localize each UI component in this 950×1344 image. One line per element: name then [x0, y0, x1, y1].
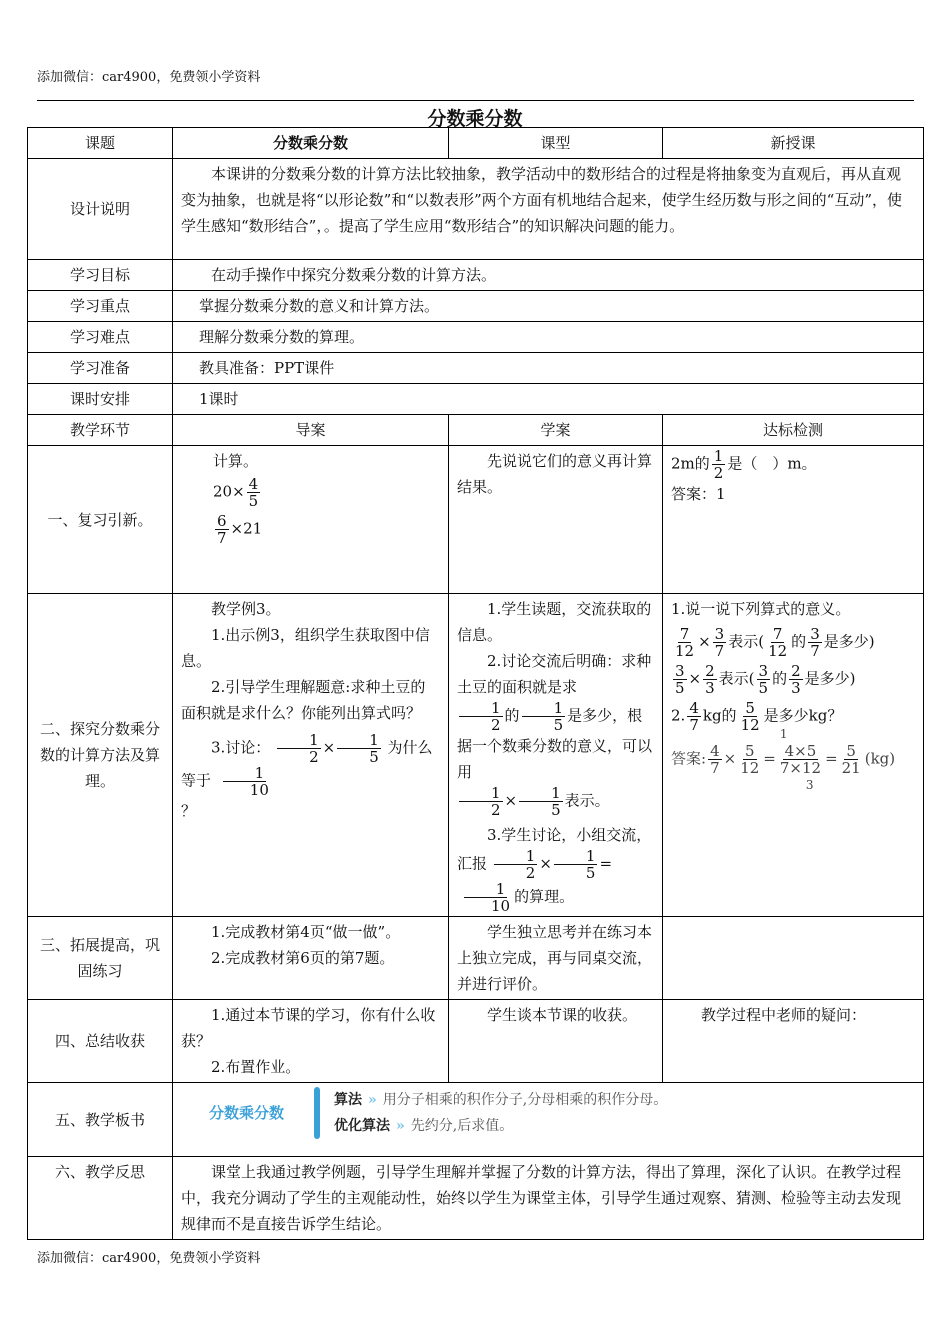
col-header-stage: 教学环节: [28, 415, 173, 446]
prep-label: 学习准备: [28, 353, 173, 384]
type-value: 新授课: [663, 128, 924, 159]
section-3-study: 学生独立思考并在练习本上独立完成，再与同桌交流，并进行评价。: [449, 917, 663, 1000]
section-1-guide: [173, 446, 449, 594]
section-2-name: 二、探究分数乘分数的计算方法及算理。: [28, 594, 173, 917]
section-1-check: [663, 446, 924, 594]
guide-4-line2: 2.布置作业。: [211, 1058, 301, 1076]
goal-label: 学习目标: [28, 260, 173, 291]
study-2-line1: 1.学生读题，交流获取的信息。: [457, 600, 652, 644]
guide-4-line1: 1.通过本节课的学习，你有什么收获？: [181, 1006, 436, 1050]
section-3-name: 三、拓展提高，巩固练习: [28, 917, 173, 1000]
section-2-guide: [173, 594, 449, 917]
lesson-label: 课题: [28, 128, 173, 159]
section-4-study: 学生谈本节课的收获。: [449, 1000, 663, 1083]
guide-2-line2: 1.出示例3，组织学生获取图中信息。: [181, 626, 430, 670]
check-1-answer: 答案：1: [671, 485, 726, 503]
double-chevron-icon: »: [368, 1092, 377, 1108]
col-header-study: 学案: [449, 415, 663, 446]
guide-2-line4: 3.讨论： $\frac{1}{2}$ × $\frac{1}{5}$ 为什么等于 $\frac{1}{10}$: [181, 731, 433, 799]
lesson-plan-table: [27, 127, 924, 1240]
key-label: 学习重点: [28, 291, 173, 322]
diff-label: 学习难点: [28, 322, 173, 353]
design-text: 本课讲的分数乘分数的计算方法比较抽象，教学活动中的数形结合的过程是将抽象变为直观后，再从直观变为抽象，也就是将“以形论数”和“以数表形”两个方面有机地结合起来，使学生经历数与形之间的“互动”，使学生感知“数形结合”，。提高了学生应用“数形结合”的知识解决问题的能力。: [173, 159, 924, 260]
check-2-line2: $\frac{7}{12}$ × $\frac{3}{7}$ 表示( $\frac{7}{12}$ 的 $\frac{3}{7}$ 是多少): [675, 625, 875, 660]
col-header-guide: 导案: [173, 415, 449, 446]
check-2-line3: $\frac{3}{5}$ × $\frac{2}{3}$ 表示( $\frac{3}{5}$ 的 $\frac{2}{3}$ 是多少): [675, 662, 856, 697]
lesson-value: 分数乘分数: [173, 128, 449, 159]
guide-2-line3: 2.引导学生理解题意:求种土豆的面积就是求什么？你能列出算式吗？: [181, 678, 426, 722]
goal-text: 在动手操作中探究分数乘分数的计算方法。: [173, 260, 924, 291]
prep-text: 教具准备：PPT课件: [173, 353, 924, 384]
key-text: 掌握分数乘分数的意义和计算方法。: [173, 291, 924, 322]
section-5-name: 五、教学板书: [28, 1083, 173, 1157]
check-1-question: 2m的 $\frac{1}{2}$ 是（ ）m。: [671, 447, 817, 482]
section-1-study: 先说说它们的意义再计算结果。: [449, 446, 663, 594]
col-header-check: 达标检测: [663, 415, 924, 446]
section-4-check: 教学过程中老师的疑问：: [663, 1000, 924, 1083]
guide-1-expr2: $\frac{6}{7}$ ×21: [217, 512, 263, 547]
section-6-name: 六、教学反思: [28, 1157, 173, 1240]
guide-1-title: 计算。: [213, 452, 259, 470]
footer-note: 添加微信：car4900，免费领小学资料: [37, 1251, 261, 1266]
header-note: 添加微信：car4900，免费领小学资料: [37, 70, 261, 85]
section-1-name: 一、复习引新。: [28, 446, 173, 594]
guide-3-line2: 2.完成教材第6页的第7题。: [211, 949, 395, 967]
section-4-guide: [173, 1000, 449, 1083]
section-6-text: 课堂上我通过教学例题，引导学生理解并掌握了分数的计算方法，得出了算理，深化了认识。在教学过程中，我充分调动了学生的主观能动性，始终以学生为课堂主体，引导学生通过观察、猜测、检验等主动去发现规律而不是直接告诉学生结论。: [173, 1157, 924, 1240]
time-text: 1课时: [173, 384, 924, 415]
header-divider: [37, 100, 914, 101]
section-2-check: [663, 594, 924, 917]
board-bar: [314, 1087, 320, 1139]
type-label: 课型: [449, 128, 663, 159]
guide-3-line1: 1.完成教材第4页“做一做”。: [211, 923, 401, 941]
check-2-line4: 2. $\frac{4}{7}$ kg的 $\frac{5}{12}$ 是多少kg？: [671, 699, 843, 734]
section-3-guide: [173, 917, 449, 1000]
guide-2-line1: 教学例3。: [211, 600, 281, 618]
board-topic: 分数乘分数: [209, 1104, 285, 1122]
check-2-answer: 答案: $\frac{4}{7}$ × $\frac{5}{12}$ = 1 4×5 7×12 3 = $\frac{5}{21}$ (kg): [671, 727, 896, 792]
study-2-line3: 3.学生讨论，小组交流，汇报 $\frac{1}{2}$ × $\frac{1}{5}$ = $\frac{1}{10}$ 的算理。: [457, 826, 652, 915]
check-2-line1: 1.说一说下列算式的意义。: [671, 600, 851, 618]
section-4-name: 四、总结收获: [28, 1000, 173, 1083]
board-line-1: 算法 » 用分子相乘的积作分子,分母相乘的积作分母。: [334, 1092, 668, 1108]
section-3-check: [663, 917, 924, 1000]
page-title: 分数乘分数: [427, 108, 523, 130]
design-label: 设计说明: [28, 159, 173, 260]
study-2-line2: 2.讨论交流后明确：求种土豆的面积就是求 $\frac{1}{2}$ 的 $\frac{1}{5}$ 是多少，根据一个数乘分数的意义，可以用 $\frac{1}{2}$ × $\frac{1}{5}$ 表示。: [457, 652, 653, 819]
double-chevron-icon: »: [396, 1118, 405, 1134]
diff-text: 理解分数乘分数的算理。: [173, 322, 924, 353]
guide-1-expr1: 20× $\frac{4}{5}$: [213, 475, 259, 510]
section-2-study: [449, 594, 663, 917]
time-label: 课时安排: [28, 384, 173, 415]
board-line-2: 优化算法 » 先约分,后求值。: [334, 1118, 514, 1134]
guide-2-qmark: ？: [181, 802, 197, 820]
blackboard: [173, 1083, 924, 1157]
